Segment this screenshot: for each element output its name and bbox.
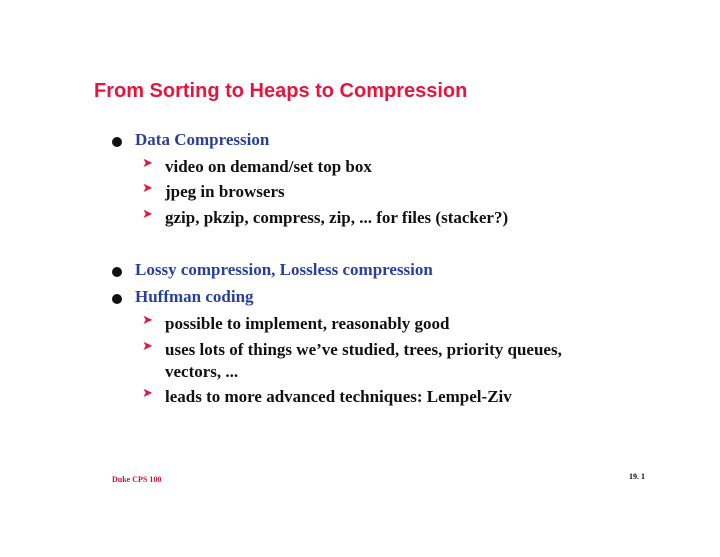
sub-bullet-text: uses lots of things we’ve studied, trees, priority queues, — [165, 340, 562, 359]
sub-bullet-text: possible to implement, reasonably good — [165, 314, 450, 333]
footer-page-number: 19. 1 — [629, 472, 645, 481]
sub-bullet-text: vectors, ... — [165, 362, 239, 381]
arrowhead-bullet-icon: ➤ — [142, 181, 153, 196]
bullet-heading: Huffman coding — [135, 287, 254, 306]
sub-bullet-text: gzip, pkzip, compress, zip, ... for files (stacker?) — [165, 208, 509, 227]
slide-title: From Sorting to Heaps to Compression — [94, 80, 468, 102]
arrowhead-bullet-icon: ➤ — [142, 313, 153, 328]
bullet-dot-icon — [112, 137, 122, 147]
bullet-dot-icon — [112, 294, 122, 304]
sub-bullet-text: leads to more advanced techniques: Lempel-Ziv — [165, 387, 512, 406]
bullet-heading: Lossy compression, Lossless compression — [135, 260, 433, 279]
sub-bullet-text: jpeg in browsers — [165, 182, 285, 201]
arrowhead-bullet-icon: ➤ — [142, 156, 153, 171]
footer-course-label: Duke CPS 100 — [112, 475, 162, 484]
bullet-dot-icon — [112, 267, 122, 277]
arrowhead-bullet-icon: ➤ — [142, 386, 153, 401]
bullet-heading: Data Compression — [135, 130, 270, 149]
arrowhead-bullet-icon: ➤ — [142, 339, 153, 354]
arrowhead-bullet-icon: ➤ — [142, 207, 153, 222]
sub-bullet-text: video on demand/set top box — [165, 157, 372, 176]
